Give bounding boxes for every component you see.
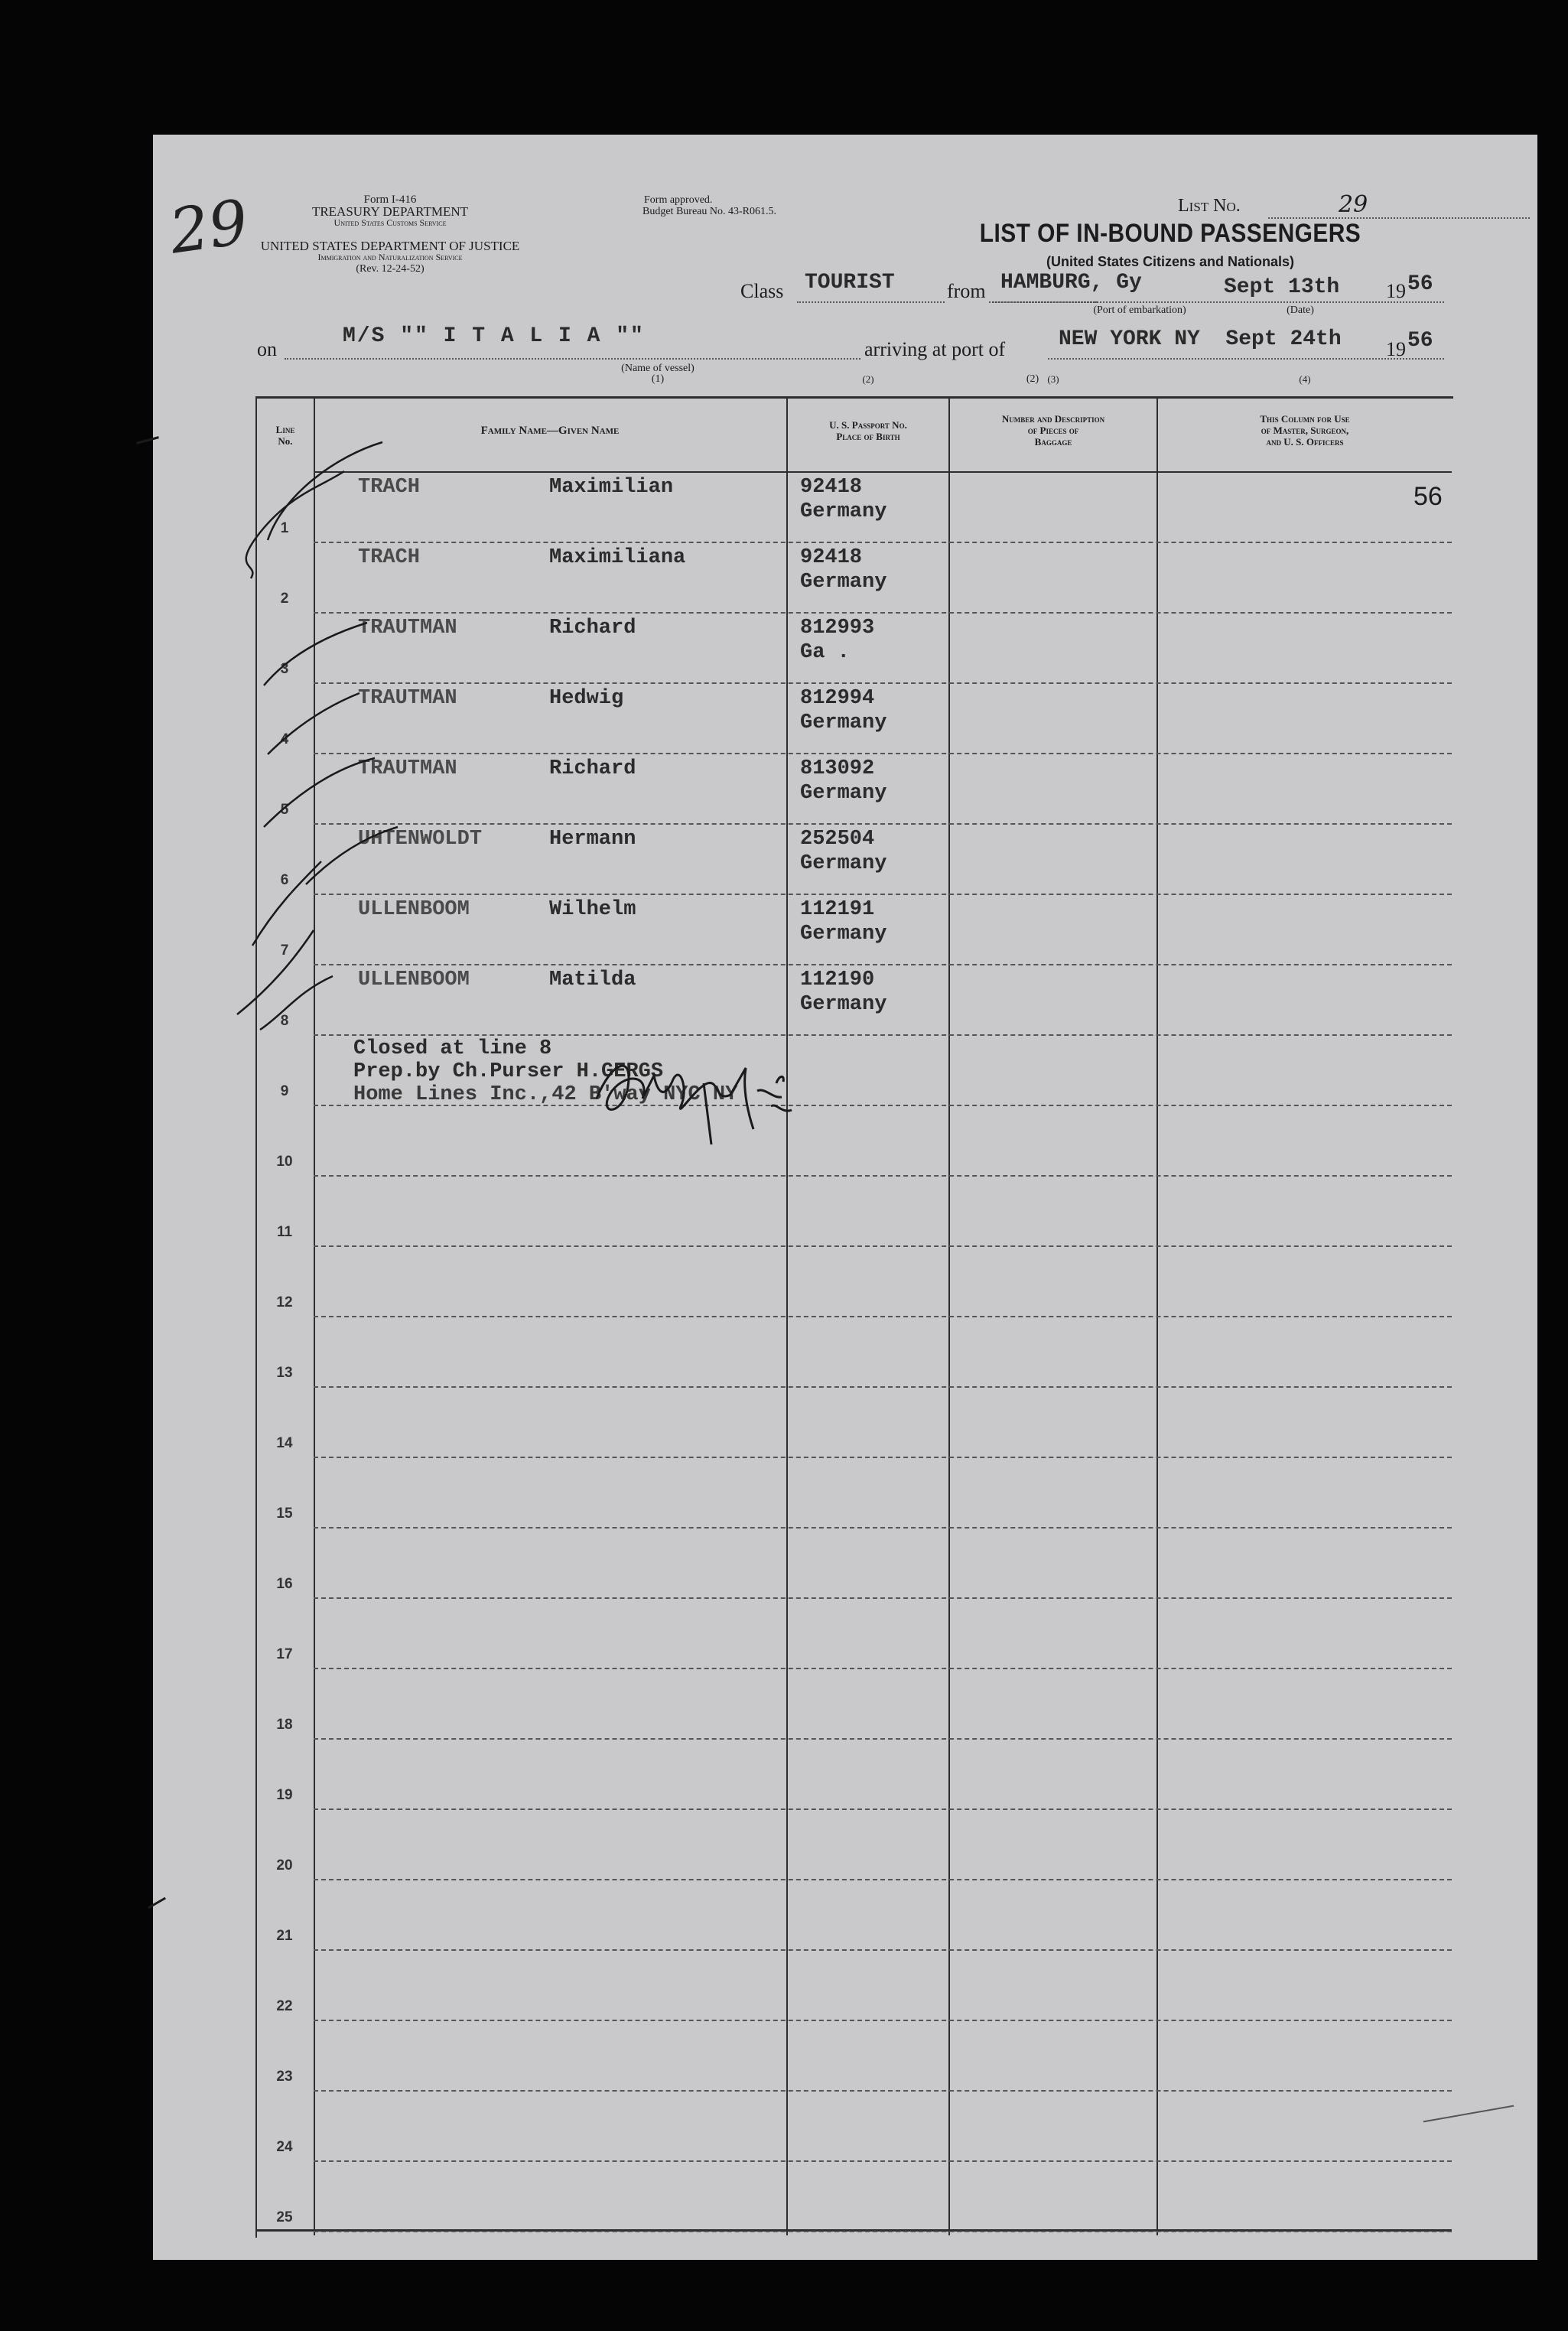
year-value: 56 xyxy=(1407,272,1433,296)
justice-dept: UNITED STATES DEPARTMENT OF JUSTICE xyxy=(260,239,520,253)
col-header-passport-2: Place of Birth xyxy=(836,431,900,442)
line-number: 12 xyxy=(276,1294,293,1310)
family-name: ULLENBOOM xyxy=(358,969,470,991)
closing-line-3: Home Lines Inc.,42 B'way NYC NY xyxy=(353,1083,738,1106)
margin-list-number: 29 xyxy=(165,186,252,268)
officer-note: 56 xyxy=(1413,482,1443,511)
line-number: 13 xyxy=(276,1365,293,1381)
line-number: 4 xyxy=(280,731,289,747)
line-number: 15 xyxy=(276,1506,293,1522)
passport-number: 812994 xyxy=(800,687,875,710)
col-number-2: (2) xyxy=(862,373,874,385)
given-name: Matilda xyxy=(549,969,636,991)
given-name: Maximilian xyxy=(549,476,674,499)
line-number: 9 xyxy=(280,1083,289,1099)
line-number: 14 xyxy=(276,1435,293,1451)
closing-line-1: Closed at line 8 xyxy=(353,1037,552,1060)
line-number: 19 xyxy=(276,1787,293,1803)
line-number: 11 xyxy=(276,1224,293,1240)
place-of-birth: Germany xyxy=(800,993,887,1016)
passport-number: 812993 xyxy=(800,617,875,640)
family-name: TRAUTMAN xyxy=(358,687,457,710)
family-name: TRACH xyxy=(358,546,421,569)
customs-service: United States Customs Service xyxy=(333,217,447,228)
year-prefix: 19 xyxy=(1386,280,1406,302)
date-caption: (Date) xyxy=(1287,304,1314,316)
line-number: 24 xyxy=(276,2139,293,2155)
family-name: ULLENBOOM xyxy=(358,898,470,921)
place-of-birth: Germany xyxy=(800,500,887,523)
line-number: 21 xyxy=(276,1928,293,1944)
line-number: 20 xyxy=(276,1857,293,1874)
family-name: TRAUTMAN xyxy=(358,617,457,640)
col-header-officers-1: This Column for Use xyxy=(1260,413,1350,425)
from-value: HAMBURG, Gy xyxy=(1000,271,1142,295)
family-name: TRAUTMAN xyxy=(358,757,457,780)
port-caption: (Port of embarkation) xyxy=(1093,304,1186,316)
given-name: Maximiliana xyxy=(549,546,686,569)
vessel-name: M/S "" I T A L I A "" xyxy=(343,324,645,348)
col-header-passport-1: U. S. Passport No. xyxy=(829,419,907,431)
page-subtitle: (United States Citizens and Nationals) xyxy=(1046,254,1295,269)
passport-number: 92418 xyxy=(800,476,863,499)
form-number: Form I-416 xyxy=(363,194,417,206)
line-number: 25 xyxy=(276,2209,293,2225)
class-value: TOURIST xyxy=(805,271,895,295)
list-no-label: List No. xyxy=(1178,196,1241,216)
vessel-caption: (Name of vessel) xyxy=(621,363,695,374)
passport-number: 112191 xyxy=(800,898,875,921)
on-label: on xyxy=(257,338,277,360)
closing-line-2: Prep.by Ch.Purser H.GERGS xyxy=(353,1060,664,1083)
col-header-officers-2: of Master, Surgeon, xyxy=(1261,425,1349,436)
line-number: 22 xyxy=(276,1998,293,2014)
family-name: UHTENWOLDT xyxy=(358,828,483,851)
place-of-birth: Germany xyxy=(800,923,887,946)
budget-bureau: Budget Bureau No. 43-R061.5. xyxy=(642,206,776,217)
page-title: LIST OF IN-BOUND PASSENGERS xyxy=(979,219,1361,248)
line-number: 2 xyxy=(280,591,289,607)
arrival-col-number: (2) xyxy=(1026,373,1039,385)
col-header-name: Family Name—Given Name xyxy=(480,425,620,437)
place-of-birth: Ga . xyxy=(800,641,850,664)
line-number: 7 xyxy=(280,942,289,959)
line-number: 17 xyxy=(276,1646,293,1662)
treasury-dept: TREASURY DEPARTMENT xyxy=(311,204,469,219)
arrival-year-prefix: 19 xyxy=(1386,338,1406,360)
place-of-birth: Germany xyxy=(800,782,887,805)
passport-number: 92418 xyxy=(800,546,863,569)
departure-date: Sept 13th xyxy=(1224,275,1340,299)
col-header-line-1: Line xyxy=(275,424,295,435)
list-no-value: 29 xyxy=(1339,191,1368,218)
given-name: Richard xyxy=(549,757,636,780)
line-number: 10 xyxy=(276,1154,293,1170)
col-number-3: (3) xyxy=(1047,373,1059,385)
check-marks xyxy=(153,135,1537,2260)
line-number: 6 xyxy=(280,872,289,888)
vessel-col-number: (1) xyxy=(651,373,665,385)
line-number: 8 xyxy=(280,1013,289,1029)
passport-number: 112190 xyxy=(800,969,875,991)
line-number: 5 xyxy=(280,802,289,818)
col-header-baggage-3: Baggage xyxy=(1034,436,1072,448)
line-number: 18 xyxy=(276,1717,293,1733)
approval-line: Form approved. xyxy=(644,194,713,206)
place-of-birth: Germany xyxy=(800,711,887,734)
place-of-birth: Germany xyxy=(800,852,887,875)
given-name: Hedwig xyxy=(549,687,624,710)
col-header-officers-3: and U. S. Officers xyxy=(1266,436,1344,448)
line-number: 16 xyxy=(276,1576,293,1592)
passport-number: 252504 xyxy=(800,828,875,851)
ins-service: Immigration and Naturalization Service xyxy=(317,252,463,262)
col-header-line-2: No. xyxy=(278,435,293,447)
col-header-baggage-1: Number and Description xyxy=(1001,413,1105,425)
line-number: 23 xyxy=(276,2069,293,2085)
given-name: Hermann xyxy=(549,828,636,851)
given-name: Wilhelm xyxy=(549,898,636,921)
line-number: 1 xyxy=(280,520,289,536)
class-label: Class xyxy=(740,280,784,302)
family-name: TRACH xyxy=(358,476,421,499)
passport-number: 813092 xyxy=(800,757,875,780)
arrival-year: 56 xyxy=(1407,329,1433,353)
line-number: 3 xyxy=(280,661,289,677)
revision: (Rev. 12-24-52) xyxy=(356,263,425,275)
col-header-baggage-2: of Pieces of xyxy=(1027,425,1079,436)
arrival-port-date: NEW YORK NY Sept 24th xyxy=(1059,327,1342,351)
col-number-4: (4) xyxy=(1299,373,1311,385)
place-of-birth: Germany xyxy=(800,571,887,594)
given-name: Richard xyxy=(549,617,636,640)
arriving-label: arriving at port of xyxy=(861,338,1008,361)
from-label: from xyxy=(947,280,986,302)
